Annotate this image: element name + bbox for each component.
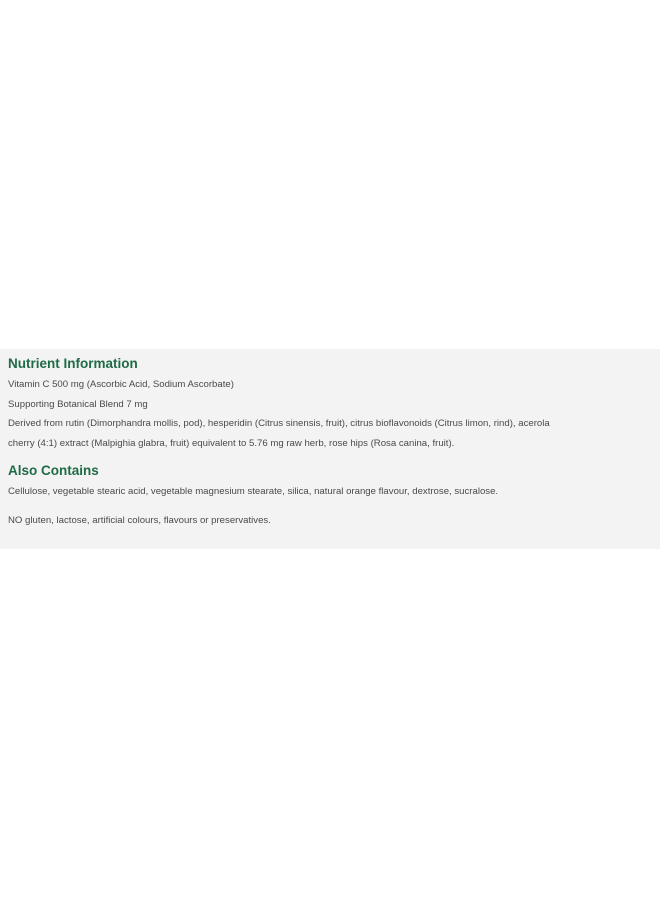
ingredients-line: Cellulose, vegetable stearic acid, vegetable magnesium stearate, silica, natural orange flavour, dextrose, sucralose. bbox=[8, 486, 499, 497]
botanical-blend-line: Supporting Botanical Blend 7 mg bbox=[8, 398, 148, 410]
product-info-panel bbox=[0, 349, 660, 549]
also-contains-heading: Also Contains bbox=[8, 463, 99, 478]
nutrient-information-heading: Nutrient Information bbox=[8, 356, 138, 371]
derived-from-line-2: cherry (4:1) extract (Malpighia glabra, fruit) equivalent to 5.76 mg raw herb, rose hips (Rosa canina, fruit). bbox=[8, 437, 455, 449]
vitamin-c-line: Vitamin C 500 mg (Ascorbic Acid, Sodium Ascorbate) bbox=[8, 379, 234, 390]
free-from-line: NO gluten, lactose, artificial colours, flavours or preservatives. bbox=[8, 514, 271, 526]
derived-from-line-1: Derived from rutin (Dimorphandra mollis, pod), hesperidin (Citrus sinensis, fruit), citrus bioflavonoids (Citrus limon, rind), acerola bbox=[8, 418, 550, 429]
